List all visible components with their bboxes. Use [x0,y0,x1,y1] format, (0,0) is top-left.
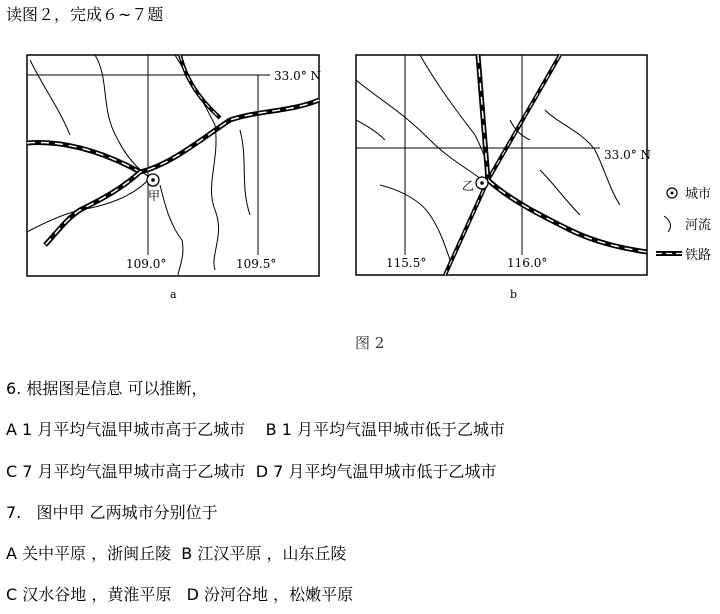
legend-label-city: 城市 [685,187,712,202]
question-7-stem: 7. 图中甲 乙两城市分别位于 [6,503,218,522]
legend-label-river: 河流 [685,218,712,233]
river-symbol-icon [664,216,671,232]
map-a-longitude-label: 109.0° [126,257,167,271]
legend-label-railway: 铁路 [685,248,712,263]
map-a-river [240,130,250,215]
map-a [27,55,321,301]
map-a-river [95,55,150,178]
map-a-river [175,55,219,270]
map-a-city-label: 甲 [148,189,161,203]
map-a-caption: a [170,288,177,301]
map-b-longitude-label: 116.0° [507,256,548,270]
map-b [356,55,651,301]
legend [656,187,711,263]
map-b-latitude-label: 33.0° N [604,148,652,162]
map-b-city-label: 乙 [462,179,475,193]
question-6-stem: 6. 根据图是信息 可以推断， [6,379,208,398]
map-b-river [380,185,450,260]
map-b-river [356,80,485,182]
question-6-options-ab: A 1 月平均气温甲城市高于乙城市 B 1 月平均气温甲城市低于乙城市 [6,420,505,439]
question-7-options-cd: C 汉水谷地 ，黄淮平原 D 汾河谷地 ，松嫩平原 [6,585,354,604]
map-b-railway [488,180,647,252]
intro-text: 读图２，完成６~７题 [6,5,164,24]
figure-caption: 图 2 [355,334,385,352]
map-b-longitude-label: 115.5° [386,256,427,270]
map-a-river [30,60,70,135]
map-a-latitude-label: 33.0° N [274,69,322,83]
map-b-river [356,120,385,140]
map-a-railway [180,55,220,118]
map-a-frame [27,55,322,276]
map-a-longitude-label: 109.5° [236,257,277,271]
map-b-caption: b [510,288,518,301]
map-b-river [540,170,580,215]
question-6-options-cd: C 7 月平均气温甲城市高于乙城市 D 7 月平均气温甲城市低于乙城市 [6,462,497,481]
question-7-options-ab: A 关中平原 ，浙闽丘陵 B 江汉平原 ，山东丘陵 [6,544,347,563]
